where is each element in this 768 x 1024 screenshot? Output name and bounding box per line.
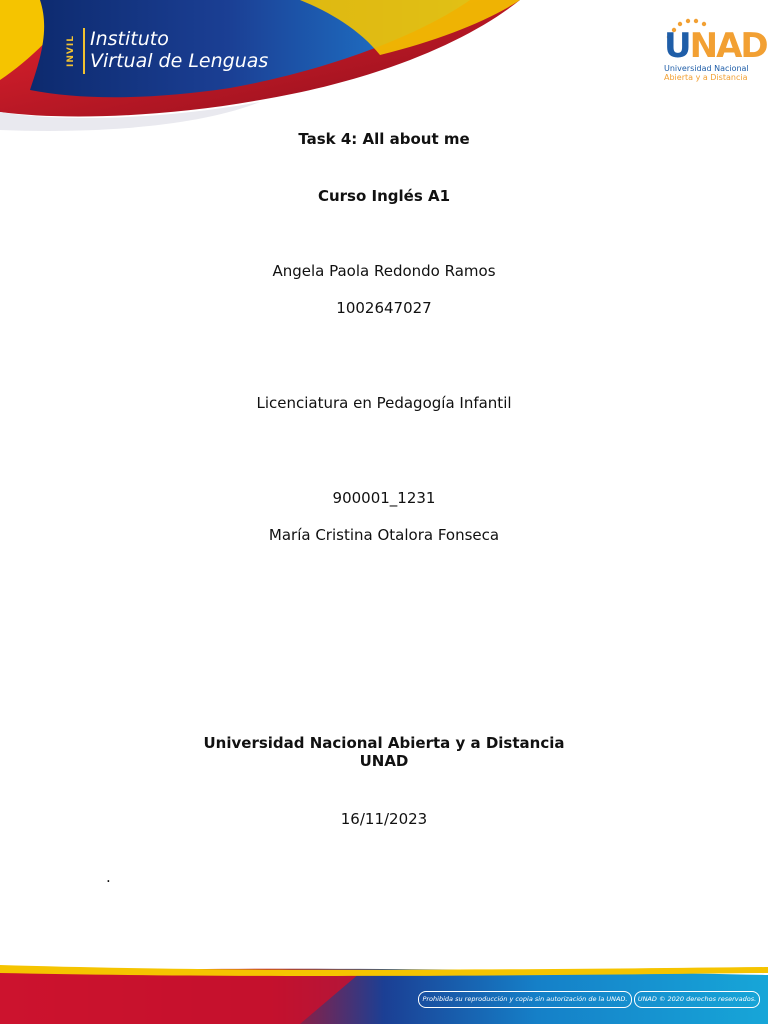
student-id: 1002647027 [336,299,432,317]
document-date: 16/11/2023 [340,810,428,828]
invil-divider [83,28,85,74]
document-title: Task 4: All about me [298,130,470,148]
footer-rights-notice: UNAD © 2020 derechos reservados. [634,991,760,1008]
university-acronym: UNAD [359,752,409,770]
unad-logo-subtitle-2: Abierta y a Distancia [664,73,748,82]
university-name: Universidad Nacional Abierta y a Distancia [203,734,565,752]
tutor-name: María Cristina Otalora Fonseca [268,526,500,544]
institute-name-line2: Virtual de Lenguas [90,50,269,72]
stray-period: . [106,868,111,886]
group-code: 900001_1231 [332,489,436,507]
course-name: Curso Inglés A1 [317,187,451,205]
footer-copyright-notice: Prohibida su reproducción y copia sin autorización de la UNAD. [418,991,632,1008]
invil-vertical-label: INVIL [66,35,76,67]
institute-name-line1: Instituto [90,28,169,50]
unad-logo [664,28,767,64]
student-name: Angela Paola Redondo Ramos [272,262,496,280]
unad-logo-subtitle-1: Universidad Nacional [664,64,749,73]
program-name: Licenciatura en Pedagogía Infantil [256,394,512,412]
unad-logo-u: U [664,26,690,66]
unad-logo-nad: NAD [689,26,767,66]
